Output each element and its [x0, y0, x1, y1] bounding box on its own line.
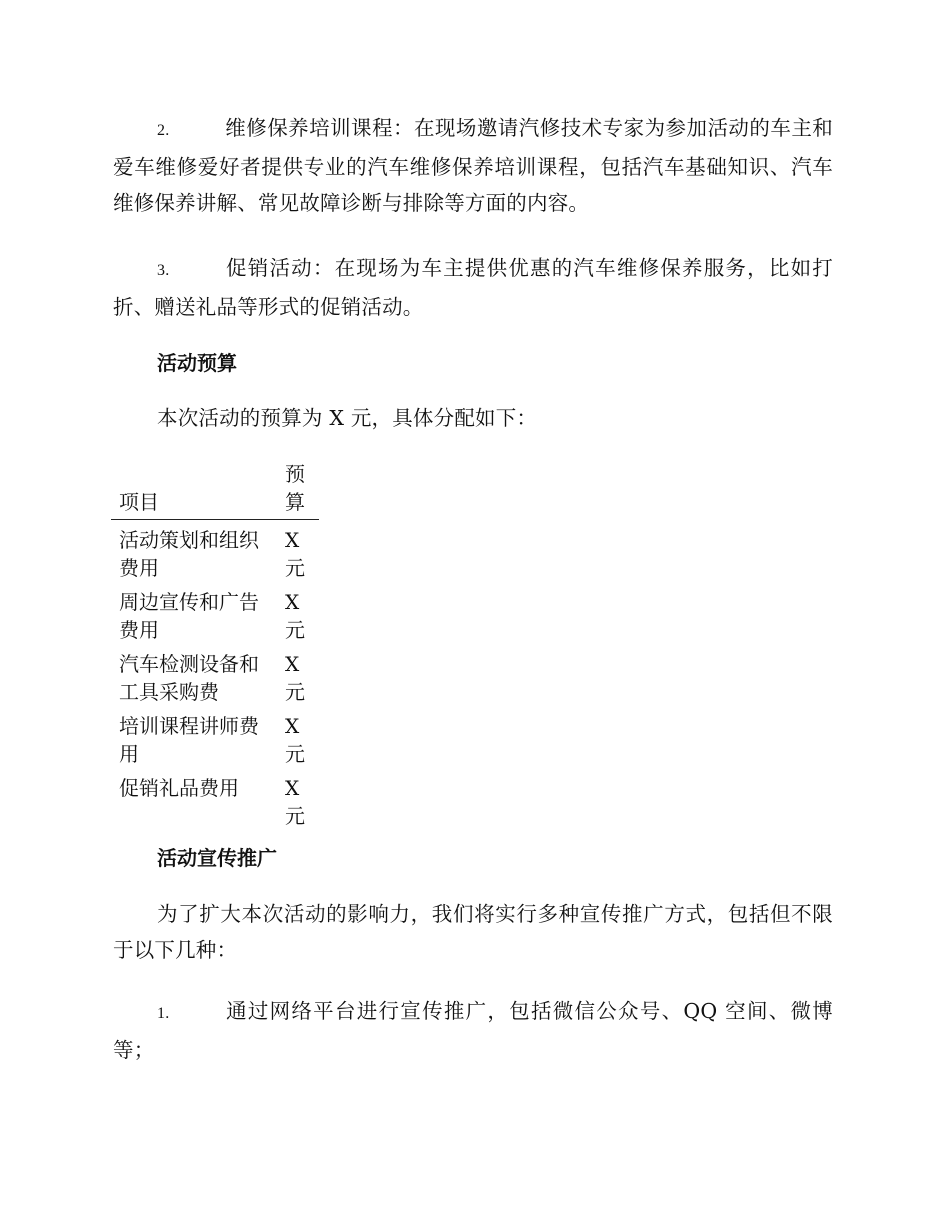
table-cell-item: 促销礼品费用	[119, 776, 239, 800]
list-text: 通过网络平台进行宣传推广，包括微信公众号、QQ 空间、微博等；	[113, 999, 833, 1062]
table-row	[111, 706, 319, 768]
table-cell-item: 活动策划和组织费用	[119, 528, 259, 580]
table-row	[111, 644, 319, 706]
table-cell-item: 培训课程讲师费用	[119, 714, 259, 766]
table-cell-budget: X 元	[285, 590, 305, 642]
table-row	[111, 582, 319, 644]
table-cell-item: 汽车检测设备和工具采购费	[119, 652, 259, 704]
budget-heading: 活动预算	[157, 351, 237, 375]
promo-heading: 活动宣传推广	[157, 846, 277, 870]
table-row	[111, 768, 319, 830]
budget-table	[111, 460, 319, 830]
list-number: 2.	[157, 122, 170, 139]
list-number: 1.	[157, 1005, 170, 1022]
list-item-online-promo	[113, 993, 833, 1068]
budget-intro: 本次活动的预算为 X 元，具体分配如下：	[157, 406, 538, 430]
table-cell-item: 周边宣传和广告费用	[119, 590, 259, 642]
table-row	[111, 520, 319, 583]
table-header-row	[111, 460, 319, 520]
list-item-training	[113, 110, 833, 221]
column-header-budget-text: 预算	[285, 462, 305, 514]
table-cell-budget: X 元	[285, 714, 305, 766]
table-cell-budget: X 元	[285, 528, 305, 580]
list-text: 维修保养培训课程：在现场邀请汽修技术专家为参加活动的车主和爱车维修爱好者提供专业的汽车维修保养培训课程，包括汽车基础知识、汽车维修保养讲解、常见故障诊断与排除等方面的内容。	[113, 116, 833, 215]
promo-intro: 为了扩大本次活动的影响力，我们将实行多种宣传推广方式，包括但不限于以下几种：	[113, 902, 833, 962]
column-header-budget	[277, 460, 319, 520]
column-header-item: 项目	[111, 460, 277, 520]
list-text: 促销活动：在现场为车主提供优惠的汽车维修保养服务，比如打折、赠送礼品等形式的促销活动。	[113, 256, 833, 319]
list-number: 3.	[157, 262, 170, 279]
table-cell-budget: X 元	[285, 776, 305, 828]
table-cell-budget: X 元	[285, 652, 305, 704]
list-item-promotion	[113, 250, 833, 325]
budget-table-wrapper	[111, 460, 319, 830]
